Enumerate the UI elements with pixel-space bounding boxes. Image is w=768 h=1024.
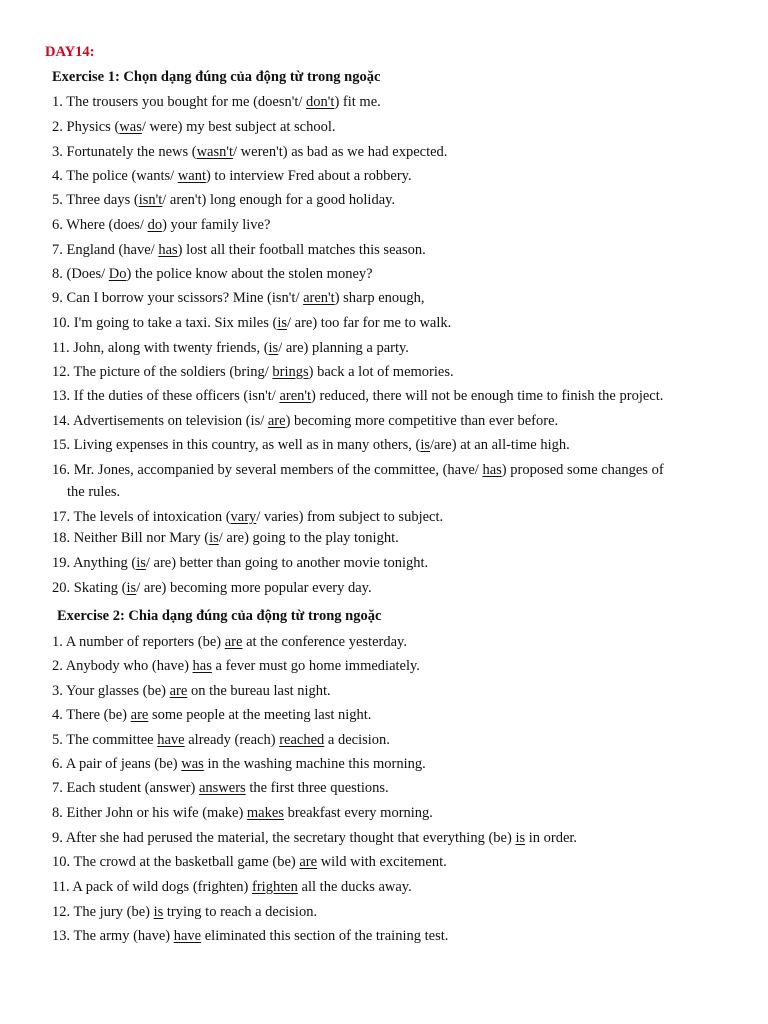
exercise1-item-14: 14. Advertisements on television (is/ are) becoming more competitive than ever before. bbox=[52, 413, 559, 429]
exercise1-item-1: 1. The trousers you bought for me (doesn't/ don't) fit me. bbox=[52, 94, 381, 110]
exercise1-item-9: 9. Can I borrow your scissors? Mine (isn't/ aren't) sharp enough, bbox=[52, 290, 425, 306]
exercise1-item-2: 2. Physics (was/ were) my best subject at school. bbox=[52, 119, 336, 135]
exercise1-item-16-continued: the rules. bbox=[67, 484, 121, 500]
exercise2-item-7: 7. Each student (answer) answers the first three questions. bbox=[52, 780, 389, 796]
exercise2-item-8: 8. Either John or his wife (make) makes breakfast every morning. bbox=[52, 805, 433, 821]
exercise1-item-20: 20. Skating (is/ are) becoming more popular every day. bbox=[52, 580, 372, 596]
exercise2-item-5: 5. The committee have already (reach) reached a decision. bbox=[52, 732, 390, 748]
exercise2-item-4: 4. There (be) are some people at the meeting last night. bbox=[52, 707, 372, 723]
exercise2-heading: Exercise 2: Chia dạng đúng của động từ trong ngoặc bbox=[57, 608, 382, 624]
exercise1-item-3: 3. Fortunately the news (wasn't/ weren't) as bad as we had expected. bbox=[52, 144, 448, 160]
exercise2-item-13: 13. The army (have) have eliminated this section of the training test. bbox=[52, 928, 449, 944]
exercise1-item-17: 17. The levels of intoxication (vary/ varies) from subject to subject. bbox=[52, 509, 444, 525]
exercise1-item-6: 6. Where (does/ do) your family live? bbox=[52, 217, 271, 233]
exercise2-item-12: 12. The jury (be) is trying to reach a decision. bbox=[52, 904, 318, 920]
exercise1-item-12: 12. The picture of the soldiers (bring/ brings) back a lot of memories. bbox=[52, 364, 454, 380]
exercise2-item-9: 9. After she had perused the material, the secretary thought that everything (be) is in order. bbox=[52, 830, 578, 846]
exercise1-item-18: 18. Neither Bill nor Mary (is/ are) going to the play tonight. bbox=[52, 530, 399, 546]
exercise1-heading: Exercise 1: Chọn dạng đúng của động từ trong ngoặc bbox=[52, 69, 381, 85]
exercise2-item-3: 3. Your glasses (be) are on the bureau last night. bbox=[52, 683, 331, 699]
exercise2-item-10: 10. The crowd at the basketball game (be) are wild with excitement. bbox=[52, 854, 447, 870]
exercise1-item-7: 7. England (have/ has) lost all their football matches this season. bbox=[52, 242, 426, 258]
exercise1-item-11: 11. John, along with twenty friends, (is/ are) planning a party. bbox=[52, 340, 409, 356]
exercise2-item-6: 6. A pair of jeans (be) was in the washing machine this morning. bbox=[52, 756, 426, 772]
exercise1-item-8: 8. (Does/ Do) the police know about the stolen money? bbox=[52, 266, 373, 282]
exercise2-item-1: 1. A number of reporters (be) are at the conference yesterday. bbox=[52, 634, 407, 650]
exercise1-item-5: 5. Three days (isn't/ aren't) long enough for a good holiday. bbox=[52, 192, 396, 208]
exercise1-item-16: 16. Mr. Jones, accompanied by several members of the committee, (have/ has) proposed some changes of bbox=[52, 462, 664, 478]
exercise1-item-19: 19. Anything (is/ are) better than going to another movie tonight. bbox=[52, 555, 429, 571]
exercise2-item-11: 11. A pack of wild dogs (frighten) frighten all the ducks away. bbox=[52, 879, 412, 895]
exercise1-item-15: 15. Living expenses in this country, as well as in many others, (is/are) at an all-time high. bbox=[52, 437, 570, 453]
exercise1-item-13: 13. If the duties of these officers (isn't/ aren't) reduced, there will not be enough time to finish the project. bbox=[52, 388, 664, 404]
exercise1-item-4: 4. The police (wants/ want) to interview Fred about a robbery. bbox=[52, 168, 412, 184]
exercise2-item-2: 2. Anybody who (have) has a fever must go home immediately. bbox=[52, 658, 420, 674]
day-title: DAY14: bbox=[45, 44, 95, 60]
exercise1-item-10: 10. I'm going to take a taxi. Six miles (is/ are) too far for me to walk. bbox=[52, 315, 452, 331]
